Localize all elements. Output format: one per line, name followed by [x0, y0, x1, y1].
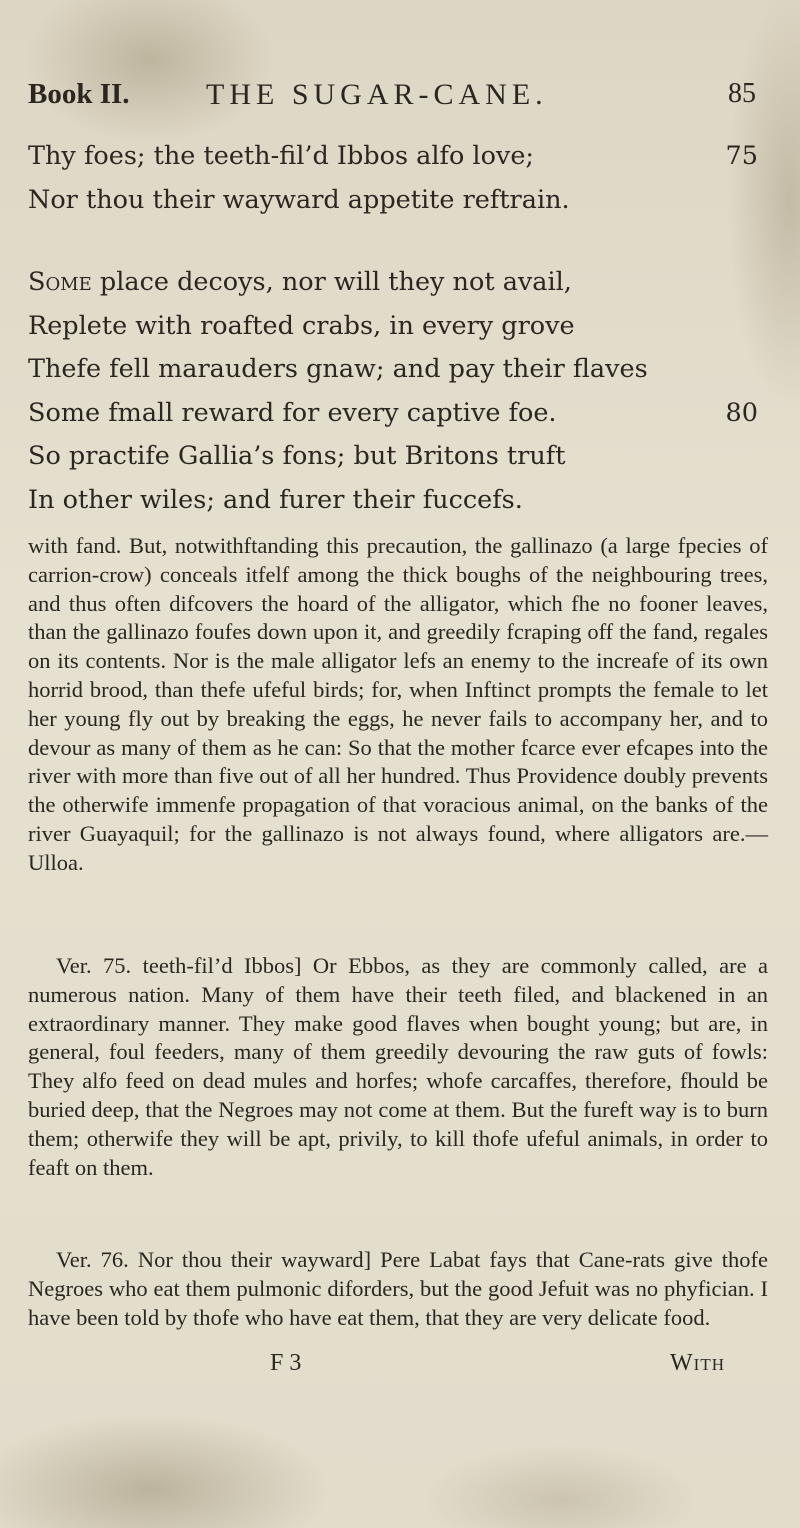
verse-line: Some place decoys, nor will they not avail,	[28, 267, 572, 297]
note-paragraph-1	[28, 532, 768, 878]
note-paragraph-2	[28, 952, 768, 1182]
note-text: Ver. 75. teeth-fil’d Ibbos] Or Ebbos, as they are commonly called, are a numerous nation. Many of them have their teeth filed, and blackened in an extraordinary manner. They make good flaves when bought young; but are, in general, foul feeders, many of them greedily devouring the raw guts of fowls: They alfo feed on dead mules and horfes; whofe carcaffes, therefore, fhould be buried deep, that the Negroes may not come at them. But the fureft way is to burn them; otherwife they will be apt, privily, to kill thofe ufeful animals, in order to feaft on them.	[28, 953, 768, 1180]
verse-line: Some fmall reward for every captive foe. 80	[28, 393, 768, 437]
note-paragraph-3	[28, 1246, 768, 1332]
line-number: 75	[725, 141, 758, 171]
verse-line: Thy foes; the teeth-fil’d Ibbos alfo love; 75	[28, 136, 768, 180]
verse-line: So practife Gallia’s fons; but Britons truft	[28, 441, 566, 471]
verse-line: In other wiles; and furer their fuccefs.	[28, 484, 523, 515]
running-title: THE SUGAR-CANE.	[206, 78, 548, 111]
line-number: 80	[725, 397, 758, 428]
catchword: With	[670, 1350, 725, 1376]
note-text: with fand. But, notwithftanding this precaution, the gallinazo (a large fpecies of carrion-crow) conceals itfelf among the thick boughs of the neighbouring trees, and thus often difcovers the hoard of the alligator, which fhe no fooner leaves, than the gallinazo foufes down upon it, and greedily fcraping off the fand, regales on its contents. Nor is the male alligator lefs an enemy to the increafe of its own horrid brood, than thefe ufeful birds; for, when Inftinct prompts the female to let her young fly out by breaking the eggs, he never fails to accompany her, and to devour as many of them as he can: So that the mother fcarce ever efcapes into the river with more than five out of all her hundred. Thus Providence doubly prevents the otherwife immenfe propagation of that voracious animal, on the banks of the river Guayaquil; for the gallinazo is not always found, where alligators are.—Ulloa.	[28, 533, 768, 875]
verse-stanza-2	[28, 262, 768, 523]
page-number: 85	[728, 78, 756, 109]
verse-stanza-1	[28, 136, 768, 223]
verse-line: Thefe fell marauders gnaw; and pay their flaves	[28, 354, 648, 384]
note-text: Ver. 76. Nor thou their wayward] Pere Labat fays that Cane-rats give thofe Negroes who eat them pulmonic diforders, but the good Jefuit was no phyfician. I have been told by thofe who have eat them, that they are very delicate food.	[28, 1247, 768, 1330]
verse-line: Nor thou their wayward appetite reftrain.	[28, 184, 570, 215]
page-footer	[0, 1350, 800, 1390]
running-header	[28, 78, 766, 118]
verse-line: Replete with roafted crabs, in every grove	[28, 310, 575, 341]
signature-mark: F 3	[270, 1350, 302, 1376]
book-label: Book II.	[28, 78, 130, 110]
stanza-initial: Some	[28, 267, 92, 297]
